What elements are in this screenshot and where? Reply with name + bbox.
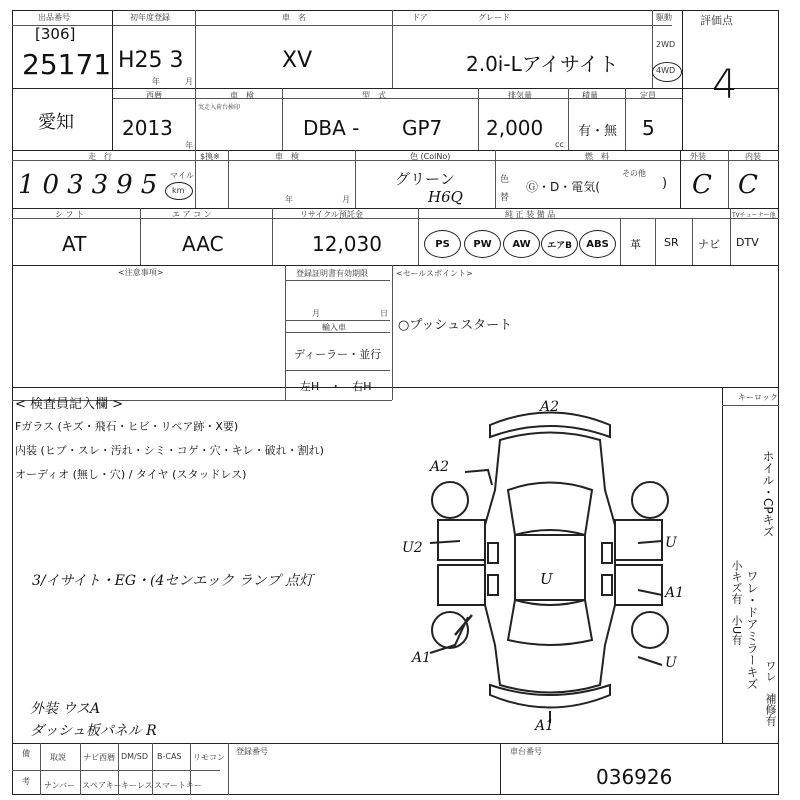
mark-front-left: A2 [430,459,450,475]
footer-item-dmsd: DM/SD [121,752,148,761]
int-label: 内装 [745,152,761,161]
lot-number: 25171 [22,48,112,81]
mark-roof: U [540,570,553,588]
side-title: キーロック [738,393,778,402]
model-label: 車 名 [282,13,306,22]
mark-rear: A1 [535,718,555,734]
type-code: GP7 [402,116,443,140]
equip-dtv: DTV [736,236,759,249]
year-unit: 年 [152,77,160,86]
drive-2wd: 2WD [656,40,676,49]
equip-leather: 革 [630,238,641,251]
fuel-label: 燃 料 [585,152,609,161]
equip-ps: PS [424,230,461,258]
km-prefix: マイル [170,171,194,180]
equip-abs: ABS [579,230,616,258]
door-label: ドア [412,13,428,22]
inspector-note-1: 3/イサイト・EG・(4センエック ランプ 点灯 [32,573,314,589]
inspector-audio: オーディオ (無し・穴) / タイヤ (スタッドレス) [15,468,247,481]
displacement-label: 排気量 [508,91,532,100]
side-col-1: ホイル・CPキズ [761,450,775,538]
first-reg: H25 3 [118,48,184,73]
footer-item-spare: スペアキー [82,781,122,790]
inspector-title: < 検査員記入欄 > [15,397,124,412]
region: 愛知 [38,112,74,133]
import-label: 輸入車 [322,323,346,332]
model: XV [282,48,313,73]
shaken-year: 年 [285,195,293,204]
equip-navi: ナビ [698,238,720,251]
first-reg-label: 初年度登録 [130,13,170,22]
fuel-options: Ⓖ・D・電気( [526,180,600,194]
drive-4wd: 4WD [656,66,676,75]
handle-option: 左H ・ 右H [300,380,372,393]
mark-front: A2 [540,399,560,415]
color-side-1: 色 [500,175,510,185]
mark-right-rear: U [665,655,677,671]
type-label: 型 式 [362,91,386,100]
ext-label: 外装 [690,152,706,161]
mark-right-door: U [665,535,677,551]
dealer-option: ディーラー・並行 [294,348,382,361]
mileage: 103395 [18,170,166,200]
footer-item-navi: ナビ西暦 [83,753,115,762]
car-damage-diagram [400,395,710,740]
int-grade: C [738,170,758,200]
lot-label: 出品番号 [38,13,70,22]
ac: AAC [182,232,224,256]
drive-label: 駆動 [656,13,672,22]
shift: AT [62,232,87,256]
year-suffix: 年 [185,141,193,150]
tuner-label: TVチューナー他 [732,212,776,219]
color-code: H6Q [428,188,463,206]
notice-label: <注意事項> [118,268,164,277]
displacement: 2,000 [486,116,544,140]
month-unit: 月 [185,77,193,86]
recycle-label: リサイクル預託金 [300,210,363,219]
cert-month: 月 [312,309,320,318]
color-label: 色 (ColNo) [410,152,451,161]
grade: 2.0i-Lアイサイト [466,52,619,76]
cc-unit: cc [555,140,564,149]
recycle: 12,030 [312,232,382,256]
ac-label: エ ア コ ン [172,210,212,219]
mark-right-rear-door: A1 [665,585,685,601]
venue-code: [306] [35,25,76,43]
grade-label: グレード [478,13,510,22]
side-col-4: ワレ 補修有 [764,660,777,726]
footer-item-smartkey: スマートキー [154,781,202,790]
footer-item-remote: リモコン [193,753,225,762]
footer-item-number: ナンバー [44,781,76,790]
equip-label: 純 正 装 備 品 [505,210,556,219]
capacity: 5 [642,116,655,140]
score-label: 評価点 [700,14,733,27]
footer-label-1: 備 [22,749,30,758]
equip-airbag: エアB [541,230,578,258]
inspector-note-3: ダッシュ板パネル R [30,723,157,739]
color: グリーン [395,170,455,188]
footer-item-bcas: B-CAS [157,752,182,761]
color-side-2: 替 [500,193,510,203]
mark-left-rear: A1 [412,650,432,666]
year: 2013 [122,116,173,140]
footer-item-manual: 取説 [50,753,66,762]
fuel-close: ) [662,176,668,191]
mileage-unit: km [172,186,185,195]
meter-value: 有・無 [578,124,618,139]
footer-label-2: 考 [22,777,30,786]
fuel-other: その他 [622,169,646,178]
inspector-note-2: 外装 ウスA [30,701,101,717]
mileage-label: 走 行 [88,152,112,161]
equip-sr: SR [664,236,679,249]
equip-pw: PW [464,230,501,258]
sales-label: <セールスポイント> [396,269,473,278]
meter-label: 積量 [582,91,598,100]
footer-item-keyless: キーレス [121,781,153,790]
meter-change-label: $換※ [200,152,220,161]
chassis-number: 036926 [596,765,673,789]
inspector-glass: Fガラス (キズ・飛石・ヒビ・リペア跡・X要) [15,420,239,433]
shaken-month: 月 [342,195,350,204]
ext-grade: C [692,170,712,200]
year-label: 西暦 [146,91,162,100]
cert-day: 日 [380,309,388,318]
equip-aw: AW [503,230,540,258]
capacity-label: 定員 [640,91,656,100]
side-col-3: 小キズ有 小U有 [730,560,743,646]
mark-left-door: U2 [402,540,423,556]
reg-label: 登録番号 [236,747,268,756]
sales-point: ○プッシュスタート [398,318,513,333]
inspector-interior: 内装 (ヒブ・スレ・汚れ・シミ・コゲ・穴・キレ・破れ・割れ) [15,444,324,457]
inspection-note: 実走入荷台検印 [198,104,241,111]
shift-label: シ フ ト [55,210,85,219]
chassis-label: 車台番号 [510,747,542,756]
cert-label: 登録証明書有効期限 [296,269,368,278]
side-col-2: ワレ・ドアミラーキズ [745,570,759,690]
inspection-label: 車 検 [230,91,254,100]
type-prefix: DBA - [303,116,360,140]
score: 4 [712,62,738,108]
shaken-label: 車 検 [275,152,299,161]
